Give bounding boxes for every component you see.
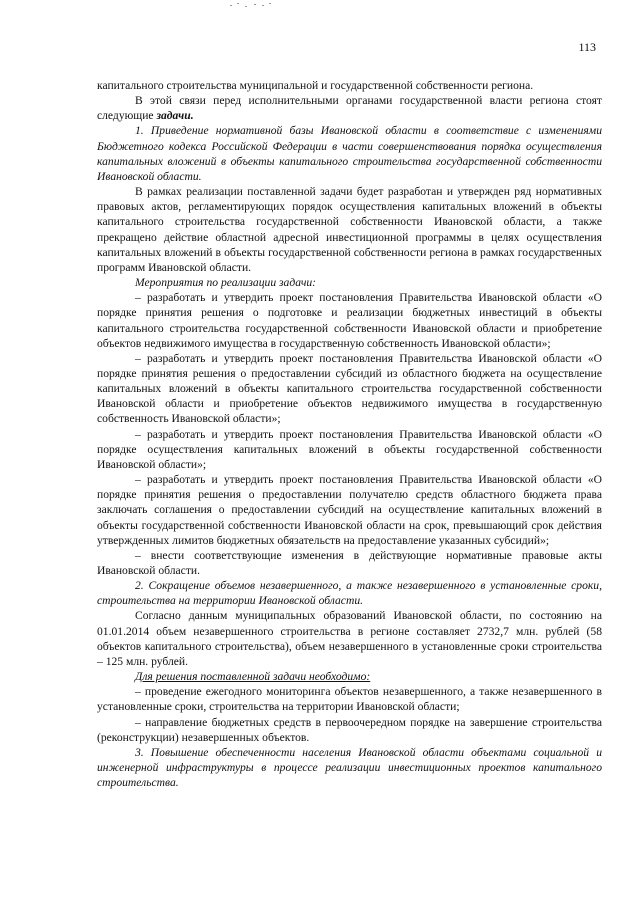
solution-item-1: – проведение ежегодного мониторинга объектов незавершенного, а также незавершенного в установленные сроки, строительства на территории Ивановской области; [97, 685, 602, 714]
task-2-heading: 2. Сокращение объемов незавершенного, а также незавершенного в установленные сроки, строительства на территории Ивановской области. [97, 579, 602, 608]
paragraph-task-2-data: Согласно данным муниципальных образований Ивановской области, по состоянию на 01.01.2014 объем незавершенного строительства в регионе составляет 2732,7 млн. рублей (58 объектов капитального строительства), объем незавершенного в установленные сроки строительства – 125 млн. рублей. [97, 609, 602, 668]
solution-heading: Для решения поставленной задачи необходимо: [135, 670, 371, 684]
paragraph-tasks-intro: В этой связи перед исполнительными органами государственной власти региона стоят следующие задачи. [97, 94, 602, 123]
paragraph-task-1-description: В рамках реализации поставленной задачи будет разработан и утвержден ряд нормативных правовых актов, регламентирующих порядок осуществления капитальных вложений в объекты капитального строительства государственной собственности Ивановской области, а также прекращено действие областной адресной инвестиционной программы в целях осуществления капитальных вложений в объекты государственной собственности региона в рамках государственных программ Ивановской области. [97, 185, 602, 274]
task-3-heading: 3. Повышение обеспеченности населения Ивановской области объектами социальной и инженерной инфраструктуры в процессе реализации инвестиционных проектов капитального строительства. [97, 745, 602, 790]
task-1-heading: 1. Приведение нормативной базы Ивановской области в соответствие с изменениями Бюджетного кодекса Российской Федерации в части совершенствования порядка осуществления капитальных вложений в объекты капитального строительства государственной собственности Ивановской области. [97, 124, 602, 183]
measure-item-5: – внести соответствующие изменения в действующие нормативные правовые акты Ивановской области. [97, 548, 602, 577]
measures-heading: Мероприятия по реализации задачи: [135, 276, 317, 290]
tasks-emphasis: задачи. [156, 109, 194, 123]
page-number: 113 [578, 40, 596, 54]
solution-item-2: – направление бюджетных средств в первоочередном порядке на завершение строительства (реконструкции) незавершенных объектов. [97, 715, 602, 744]
paragraph-intro-continuation: капитального строительства муниципальной и государственной собственности региона. [97, 79, 534, 92]
measure-item-1: – разработать и утвердить проект постановления Правительства Ивановской области «О порядке принятия решения о подготовке и реализации бюджетных инвестиций в объекты капитального строительства государственной собственности Ивановской области и приобретение объектов недвижимого имущества в государственную собственность Ивановской области»; [97, 291, 602, 350]
measure-item-4: – разработать и утвердить проект постановления Правительства Ивановской области «О порядке принятия решения о предоставлении получателю средств областного бюджета права заключать соглашения о предоставлении субсидий на осуществление капитальных вложений в объекты государственной собственности Ивановской области на срок, превышающий срок действия утвержденных лимитов бюджетных обязательств на предоставление указанных субсидий»; [97, 473, 602, 547]
measure-item-2: – разработать и утвердить проект постановления Правительства Ивановской области «О порядке принятия решения о предоставлении субсидий из областного бюджета на осуществление капитальных вложений в объекты капитального строительства государственной собственности Ивановской области и приобретение объектов недвижимого имущества в государственную собственность Ивановской области»; [97, 351, 602, 426]
measure-item-3: – разработать и утвердить проект постановления Правительства Ивановской области «О порядке осуществления капитальных вложений в объекты государственной собственности Ивановской области»; [97, 427, 602, 471]
scan-speckles [228, 3, 274, 9]
body-text [97, 78, 602, 790]
